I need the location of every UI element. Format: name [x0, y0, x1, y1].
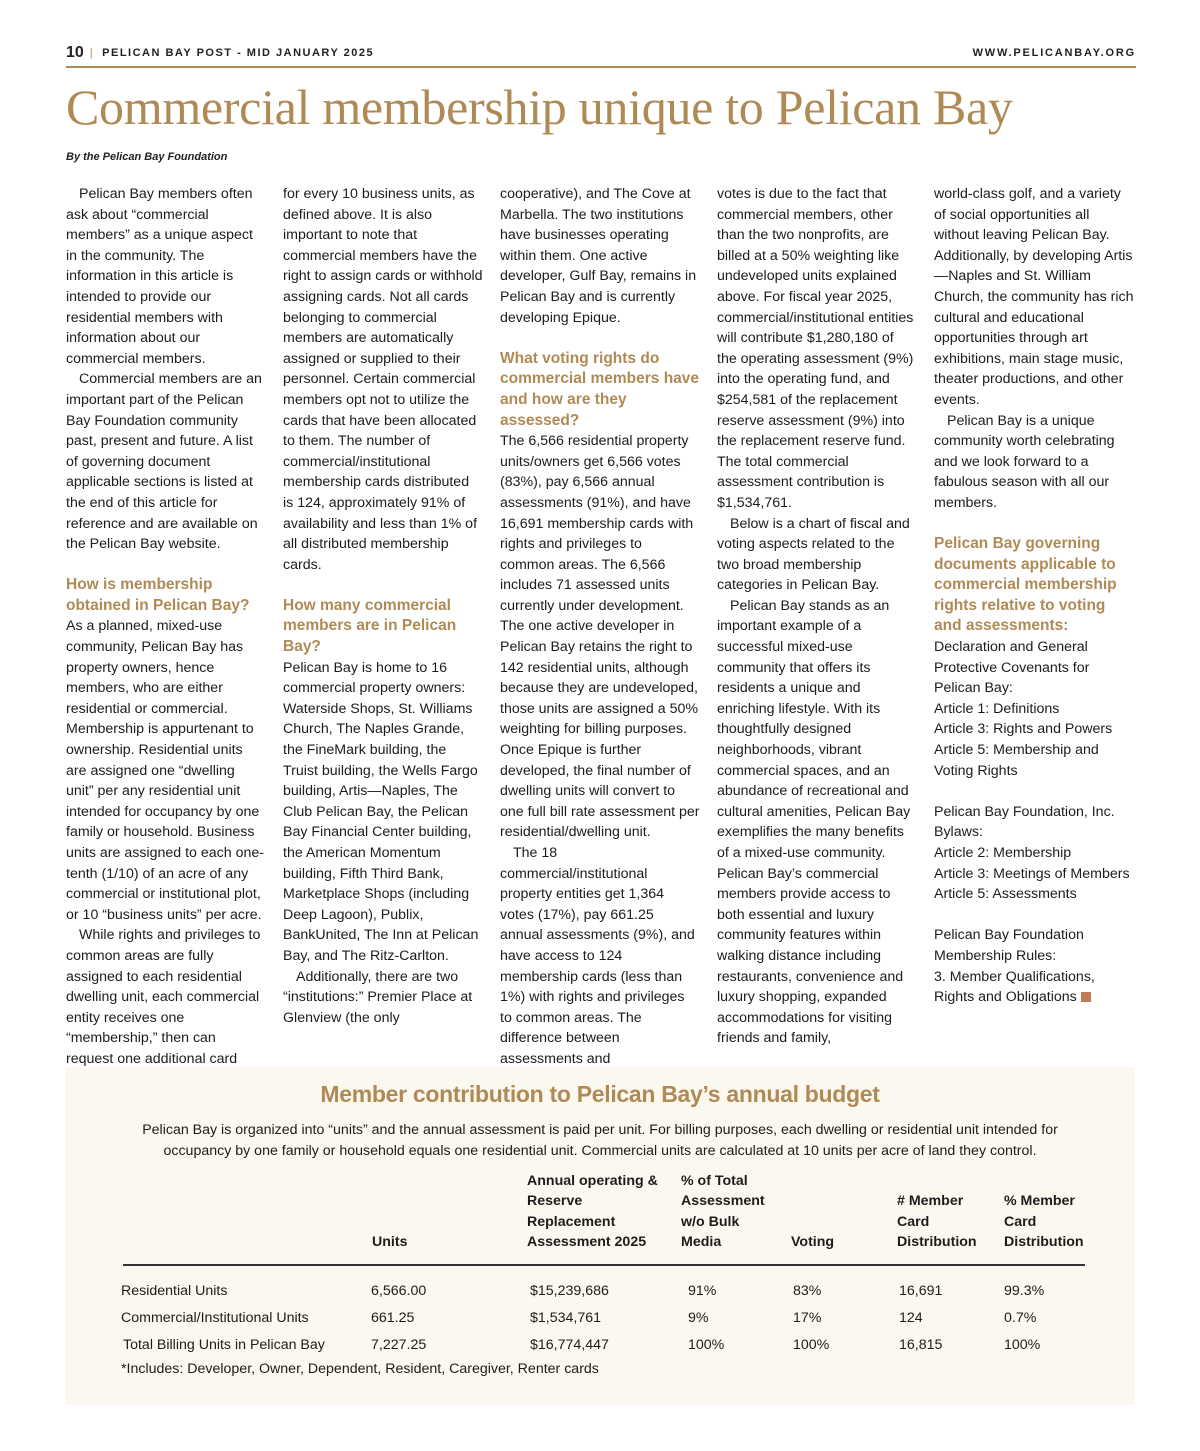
- table-cell: 0.7%: [1004, 1310, 1037, 1326]
- paragraph: Pelican Bay is a unique community worth celebrating and we look forward to a fabulous season with all our members.: [934, 412, 1115, 511]
- column-header: % of Total Assessment w/o Bulk Media: [681, 1172, 765, 1251]
- article-column-5: [934, 184, 1134, 1008]
- table-footnote: *Includes: Developer, Owner, Dependent, Resident, Caregiver, Renter cards: [121, 1361, 599, 1377]
- document-title: Pelican Bay Foundation, Inc. Bylaws:: [934, 803, 1115, 841]
- budget-table-box: [65, 1067, 1135, 1405]
- document-article-text: 3. Member Qualifications, Rights and Obligations: [934, 968, 1095, 1006]
- column-header: # Member Card Distribution: [897, 1193, 977, 1251]
- document-article: Article 5: Assessments: [934, 886, 1077, 903]
- table-cell: 7,227.25: [371, 1337, 427, 1353]
- budget-table-title: Member contribution to Pelican Bay’s annual budget: [320, 1081, 880, 1107]
- paragraph: for every 10 business units, as defined above. It is also important to note that commercial members have the right to assign cards or withhold assigning cards. Not all cards belonging to commercial members are automatically assigned or supplied to their personnel. Certain commercial members opt not to utilize the cards that have been allocated to them. The number of commercial/institutional membership cards distributed is 124, approximately 91% of availability and less than 1% of all distributed membership cards.: [283, 186, 483, 573]
- page-number: 10: [66, 44, 84, 61]
- article-column-1: [66, 184, 266, 1070]
- section-heading: How is membership obtained in Pelican Bay?: [66, 576, 250, 614]
- page-header-left: [66, 44, 374, 62]
- row-label: Residential Units: [121, 1283, 228, 1299]
- paragraph: As a planned, mixed-use community, Pelican Bay has property owners, hence members, who are either residential or commercial. Membership is appurtenant to ownership. Residential units are assigned one “dwelling unit” per any residential unit intended for occupancy by one family or household. Business units are assigned to each one-tenth (1/10) of an acre of any commercial or institutional plot, or 10 “business units” per acre.: [66, 618, 264, 923]
- table-cell: 6,566.00: [371, 1283, 427, 1299]
- document-article: Article 5: Membership and Voting Rights: [934, 742, 1099, 779]
- document-article: Article 1: Definitions: [934, 700, 1060, 717]
- paragraph: Below is a chart of fiscal and voting aspects related to the two broad membership categories in Pelican Bay.: [717, 515, 910, 594]
- paragraph: Additionally, there are two “institutions:” Premier Place at Glenview (the only: [283, 968, 473, 1026]
- article-headline: Commercial membership unique to Pelican Bay: [66, 79, 1013, 135]
- table-cell: $16,774,447: [530, 1337, 609, 1353]
- table-cell: $15,239,686: [530, 1283, 609, 1299]
- article-column-2: [283, 184, 483, 1028]
- budget-table-intro: Pelican Bay is organized into “units” and the annual assessment is paid per unit. For billing purposes, each dwelling or residential unit intended for occupancy by one family or household equals one residential unit. Commercial units are calculated at 10 units per acre of land they control.: [142, 1122, 1058, 1159]
- paragraph: Pelican Bay members often ask about “commercial members” as a unique aspect in the community. The information in this article is intended to provide our residential members with information about our commercial members.: [66, 186, 253, 367]
- document-article: [934, 967, 1134, 1008]
- table-cell: 100%: [688, 1337, 725, 1353]
- table-cell: 83%: [793, 1283, 822, 1299]
- column-header: Units: [372, 1234, 408, 1251]
- document-article: Article 3: Meetings of Members: [934, 865, 1130, 882]
- table-cell: 661.25: [371, 1310, 415, 1326]
- paragraph: world-class golf, and a variety of social opportunities all without leaving Pelican Bay. Additionally, by developing Artis—Naples and St. William Church, the community has rich cultural and educational opportunities through art exhibitions, main stage music, theater productions, and other events.: [934, 186, 1134, 408]
- end-of-article-mark: [1081, 992, 1091, 1002]
- paragraph: The 6,566 residential property units/owners get 6,566 votes (83%), pay 6,566 annual assessments (91%), and have 16,691 membership cards with rights and privileges to common areas. The 6,566 includes 71 assessed units currently under development. The one active developer in Pelican Bay retains the right to 142 residential units, although because they are undeveloped, those units are assigned a 50% weighting for billing purposes. Once Epique is further developed, the final number of dwelling units will convert to one full bill rate assessment per residential/dwelling unit.: [500, 433, 700, 841]
- document-article: Article 2: Membership: [934, 845, 1072, 861]
- paragraph: votes is due to the fact that commercial members, other than the two nonprofits, are billed at a 50% weighting like undeveloped units explained above. For fiscal year 2025, commercial/institutional entities will contribute $1,280,180 of the operating assessment (9%) into the operating fund, and $254,581 of the replacement reserve assessment (9%) into the replacement reserve fund. The total commercial assessment contribution is $1,534,761.: [717, 186, 914, 511]
- paragraph: While rights and privileges to common areas are fully assigned to each residential dwelling unit, each commercial entity receives one “membership,” then can request one additional card: [66, 927, 261, 1067]
- section-heading: How many commercial members are in Pelican Bay?: [283, 596, 457, 656]
- column-header: % Member Card Distribution: [1004, 1193, 1084, 1251]
- table-cell: 100%: [1004, 1337, 1041, 1353]
- document-title: Declaration and General Protective Covenants for Pelican Bay:: [934, 639, 1090, 697]
- paragraph: Commercial members are an important part of the Pelican Bay Foundation community past, present and future. A list of governing document applicable sections is listed at the end of this article for reference and are available on the Pelican Bay website.: [66, 371, 262, 553]
- header-separator: |: [89, 47, 95, 59]
- table-cell: $1,534,761: [530, 1310, 602, 1326]
- paragraph: cooperative), and The Cove at Marbella. The two institutions have businesses operating within them. One active developer, Gulf Bay, remains in Pelican Bay and is currently developing Epique.: [500, 186, 697, 326]
- column-header: Annual operating & Reserve Replacement Assessment 2025: [527, 1172, 658, 1251]
- article-byline: By the Pelican Bay Foundation: [66, 151, 228, 163]
- table-cell: 16,691: [899, 1283, 943, 1299]
- page-header: [66, 44, 1136, 68]
- table-cell: 99.3%: [1004, 1283, 1045, 1299]
- paragraph: Pelican Bay stands as an important example of a successful mixed-use community that offers its residents a unique and enriching lifestyle. With its thoughtfully designed neighborhoods, vibrant commercial spaces, and an abundance of recreational and cultural amenities, Pelican Bay exemplifies the many benefits of a mixed-use community. Pelican Bay’s commercial members provide access to both essential and luxury community features within walking distance including restaurants, convenience and luxury shopping, expanded accommodations for visiting friends and family,: [717, 597, 911, 1047]
- table-cell: 16,815: [899, 1337, 943, 1353]
- table-cell: 91%: [688, 1283, 717, 1299]
- row-label: Total Billing Units in Pelican Bay: [123, 1337, 325, 1353]
- article-column-3: [500, 184, 700, 1070]
- article-column-4: [717, 184, 917, 1049]
- table-header-rule: [123, 1264, 1085, 1266]
- table-cell: 100%: [793, 1337, 830, 1353]
- column-header: Voting: [791, 1234, 835, 1251]
- table-cell: 17%: [793, 1310, 822, 1326]
- table-cell: 124: [899, 1310, 923, 1326]
- section-heading: Pelican Bay governing documents applicable to commercial membership rights relative to voting and assessments:: [934, 535, 1117, 635]
- document-title: Pelican Bay Foundation Membership Rules:: [934, 927, 1084, 964]
- section-heading: What voting rights do commercial members have and how are they assessed?: [500, 349, 700, 429]
- table-cell: 9%: [688, 1310, 709, 1326]
- publication-name: PELICAN BAY POST - MID JANUARY 2025: [102, 47, 375, 59]
- website-url: WWW.PELICANBAY.ORG: [972, 47, 1136, 59]
- paragraph: Pelican Bay is home to 16 commercial property owners: Waterside Shops, St. Williams Church, The Naples Grande, the FineMark building, the Truist building, the Wells Fargo building, Artis—Naples, The Club Pelican Bay, the Pelican Bay Financial Center building, the American Momentum building, Fifth Third Bank, Marketplace Shops (including Deep Lagoon), Publix, BankUnited, The Inn at Pelican Bay, and The Ritz-Carlton.: [283, 659, 479, 964]
- paragraph: The 18 commercial/institutional property entities get 1,364 votes (17%), pay 661.25 annual assessments (9%), and have access to 124 membership cards (less than 1%) with rights and privileges to common areas. The difference between assessments and: [500, 845, 695, 1067]
- row-label: Commercial/Institutional Units: [121, 1310, 309, 1326]
- document-article: Article 3: Rights and Powers: [934, 721, 1113, 738]
